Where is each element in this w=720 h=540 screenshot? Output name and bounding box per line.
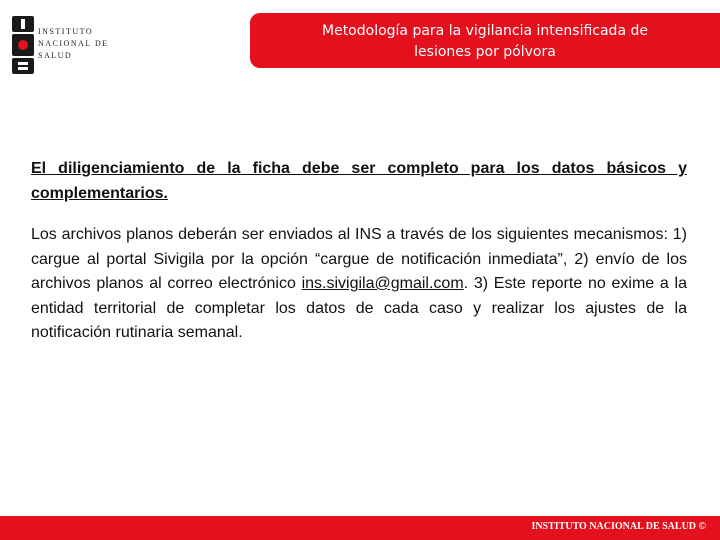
lead-statement: El diligenciamiento de la ficha debe ser completo para los datos básicos y complementarios.: [31, 160, 687, 202]
header-banner: [250, 13, 720, 68]
slide-title-line-1: Metodología para la vigilancia intensificada de: [322, 23, 648, 39]
email-link[interactable]: ins.sivigila@gmail.com: [301, 275, 464, 292]
logo-line-2: NACIONAL DE: [38, 39, 109, 48]
ins-logo: [12, 16, 109, 76]
slide-title-line-2: lesiones por pólvora: [414, 44, 556, 60]
body-text-part-1: Los archivos planos deberán ser enviados al INS a través de los siguientes mecanismos: 1) cargue al portal Sivigila por la opción “cargue de notificación inmediata”, 2) envío de los archivos planos al correo electrónico: [31, 226, 687, 292]
slide-content: [31, 157, 687, 346]
ins-logo-wordmark: [38, 26, 109, 62]
logo-line-3: SALUD: [38, 51, 73, 60]
footer-bar: [0, 516, 720, 540]
slide-title: [250, 21, 720, 63]
footer-copyright: INSTITUTO NACIONAL DE SALUD ©: [531, 521, 706, 532]
body-paragraph: [31, 223, 687, 346]
logo-line-1: INSTITUTO: [38, 27, 94, 36]
ins-logo-mark-icon: [12, 16, 34, 74]
body-text-part-2: . 3) Este reporte no exime a la entidad territorial de completar los datos de cada caso y realizar los ajustes de la notificación rutinaria semanal.: [31, 275, 687, 341]
